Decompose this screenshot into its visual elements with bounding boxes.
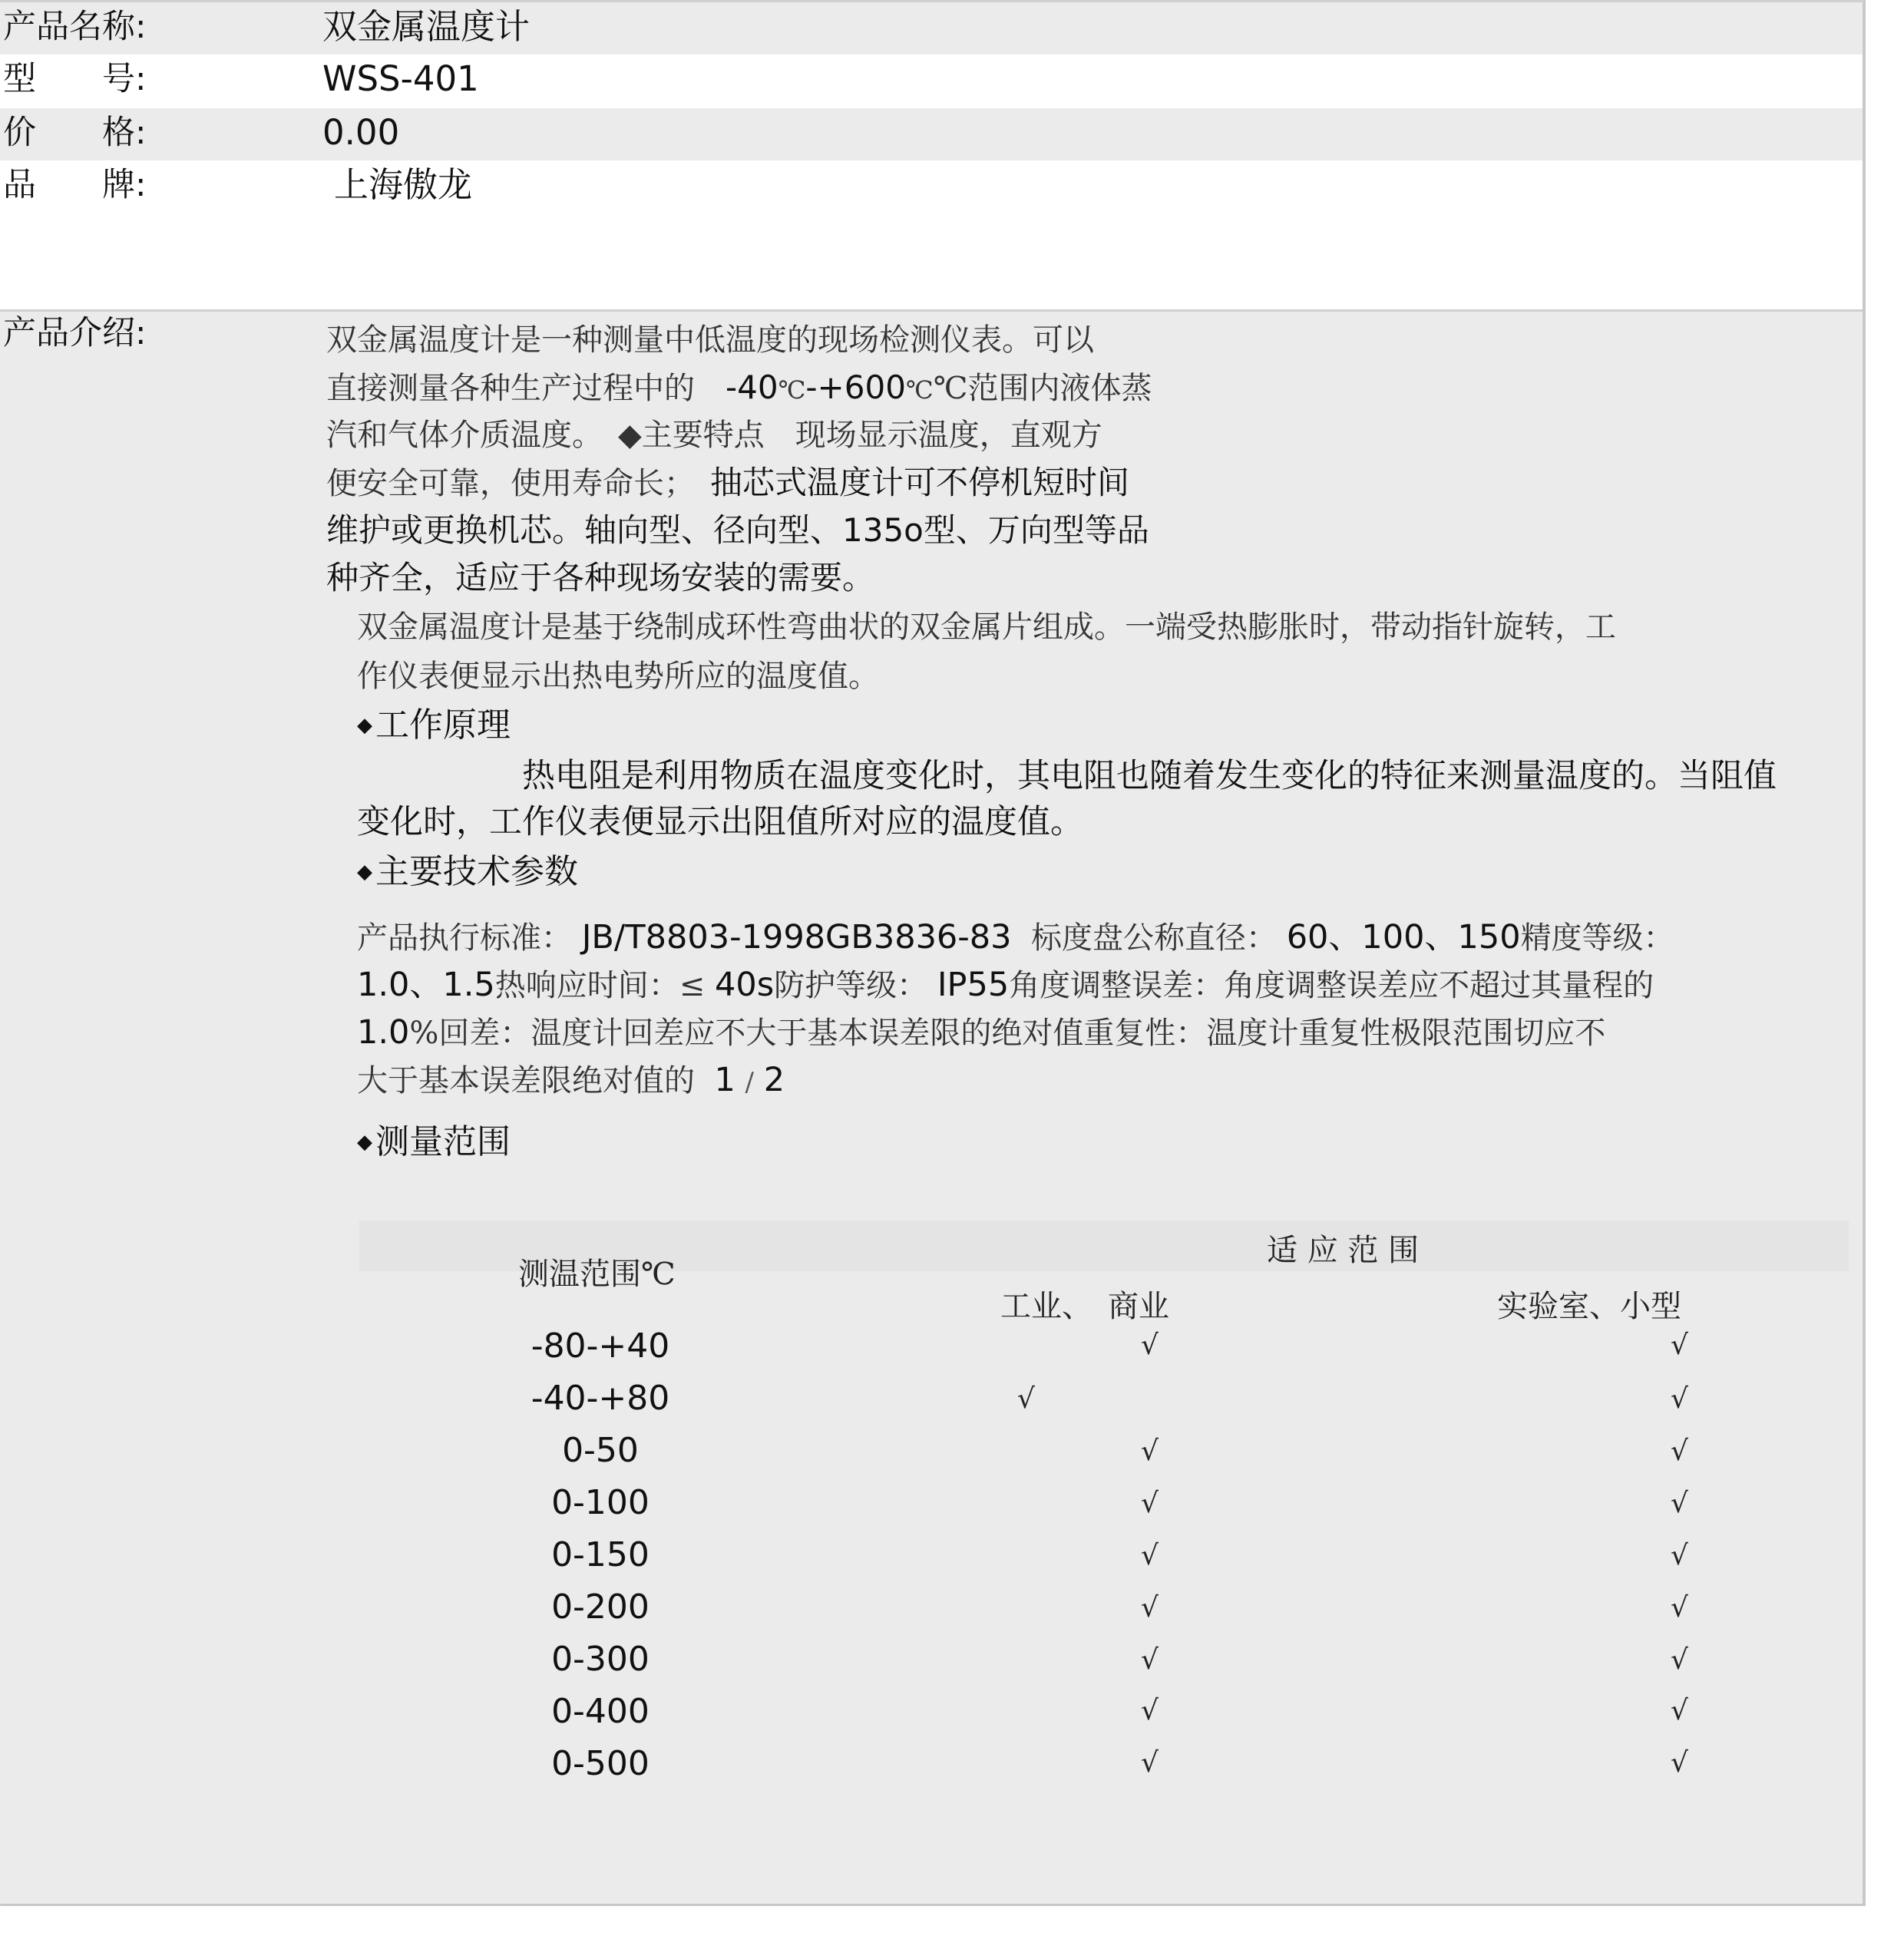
field-row-model bbox=[0, 55, 1863, 108]
range-cell: -40-+80 bbox=[531, 1379, 670, 1418]
industry-check-icon: √ bbox=[1141, 1747, 1159, 1779]
diamond-bullet-icon: ◆ bbox=[357, 861, 372, 884]
brand-label: 品 牌: bbox=[3, 166, 147, 204]
industry-check-icon: √ bbox=[1017, 1383, 1035, 1415]
lab-check-icon: √ bbox=[1671, 1435, 1688, 1467]
params-line-2: 1.0、1.5热响应时间：≤ 40s防护等级： IP55角度调整误差：角度调整误差应不超过其量程的 bbox=[357, 966, 1654, 1004]
range-cell: 0-100 bbox=[551, 1483, 650, 1522]
params-line-1: 产品执行标准： JB/T8803-1998GB3836-83 标度盘公称直径： 60、100、150精度等级： bbox=[357, 918, 1674, 956]
params-line-3: 1.0%回差：温度计回差应不大于基本误差限的绝对值重复性：温度计重复性极限范围切应不 bbox=[357, 1013, 1606, 1052]
lab-check-icon: √ bbox=[1671, 1644, 1688, 1676]
diamond-bullet-icon: ◆ bbox=[357, 714, 372, 737]
principle-line-1: 双金属温度计是基于绕制成环性弯曲状的双金属片组成。一端受热膨胀时，带动指针旋转，工 bbox=[357, 610, 1616, 645]
brand-value: 上海傲龙 bbox=[334, 164, 473, 205]
price-label: 价 格: bbox=[3, 114, 147, 152]
model-value: WSS-401 bbox=[322, 58, 479, 99]
range-cell: 0-300 bbox=[551, 1640, 650, 1679]
industry-check-icon: √ bbox=[1141, 1488, 1159, 1519]
intro-line-3: 汽和气体介质温度。 ◆主要特点 现场显示温度，直观方 bbox=[326, 418, 1102, 453]
params-line-4: 大于基本误差限绝对值的 1 / 2 bbox=[357, 1061, 785, 1099]
product-name-value: 双金属温度计 bbox=[322, 6, 531, 47]
lab-check-icon: √ bbox=[1671, 1695, 1688, 1726]
range-cell: 0-150 bbox=[551, 1535, 650, 1574]
range-cell: 0-50 bbox=[562, 1431, 639, 1470]
industry-check-icon: √ bbox=[1141, 1695, 1159, 1726]
range-cell: 0-200 bbox=[551, 1587, 650, 1627]
tech-params-heading: ◆主要技术参数 bbox=[357, 852, 578, 891]
price-value: 0.00 bbox=[322, 112, 400, 153]
col-header-range: 测温范围℃ bbox=[518, 1257, 676, 1292]
intro-line-2: 直接测量各种生产过程中的 -40℃-+600℃℃范围内液体蒸 bbox=[326, 368, 1152, 406]
range-cell: -80-+40 bbox=[531, 1326, 670, 1366]
col-header-industry: 工业、 商业 bbox=[1000, 1289, 1169, 1324]
field-row-name bbox=[0, 2, 1863, 55]
range-cell: 0-500 bbox=[551, 1744, 650, 1783]
intro-line-6: 种齐全，适应于各种现场安装的需要。 bbox=[326, 559, 875, 596]
lab-check-icon: √ bbox=[1671, 1488, 1688, 1519]
intro-line-1: 双金属温度计是一种测量中低温度的现场检测仪表。可以 bbox=[326, 322, 1094, 358]
lab-check-icon: √ bbox=[1671, 1747, 1688, 1779]
range-heading: ◆测量范围 bbox=[357, 1122, 511, 1161]
lab-check-icon: √ bbox=[1671, 1330, 1688, 1361]
work-line-2: 变化时，工作仪表便显示出阻值所对应的温度值。 bbox=[357, 803, 1083, 841]
intro-label: 产品介绍: bbox=[3, 314, 147, 352]
range-cell: 0-400 bbox=[551, 1692, 650, 1731]
field-row-price bbox=[0, 108, 1863, 160]
field-row-brand bbox=[0, 160, 1863, 310]
industry-check-icon: √ bbox=[1141, 1330, 1159, 1361]
product-name-label: 产品名称: bbox=[3, 8, 147, 46]
industry-check-icon: √ bbox=[1141, 1592, 1159, 1624]
intro-line-5: 维护或更换机芯。轴向型、径向型、135o型、万向型等品 bbox=[326, 511, 1149, 549]
diamond-bullet-icon: ◆ bbox=[357, 1131, 372, 1154]
intro-line-4: 便安全可靠，使用寿命长； 抽芯式温度计可不停机短时间 bbox=[326, 464, 1130, 501]
lab-check-icon: √ bbox=[1671, 1383, 1688, 1415]
industry-check-icon: √ bbox=[1141, 1540, 1159, 1571]
industry-check-icon: √ bbox=[1141, 1644, 1159, 1676]
col-header-group: 适 应 范 围 bbox=[1267, 1233, 1420, 1268]
lab-check-icon: √ bbox=[1671, 1540, 1688, 1571]
principle-line-2: 作仪表便显示出热电势所应的温度值。 bbox=[357, 659, 879, 694]
model-label: 型 号: bbox=[3, 60, 147, 98]
col-header-lab: 实验室、小型 bbox=[1497, 1289, 1681, 1324]
lab-check-icon: √ bbox=[1671, 1592, 1688, 1624]
industry-check-icon: √ bbox=[1141, 1435, 1159, 1467]
work-line-1: 热电阻是利用物质在温度变化时，其电阻也随着发生变化的特征来测量温度的。当阻值 bbox=[357, 757, 1777, 795]
work-principle-heading: ◆工作原理 bbox=[357, 705, 511, 745]
